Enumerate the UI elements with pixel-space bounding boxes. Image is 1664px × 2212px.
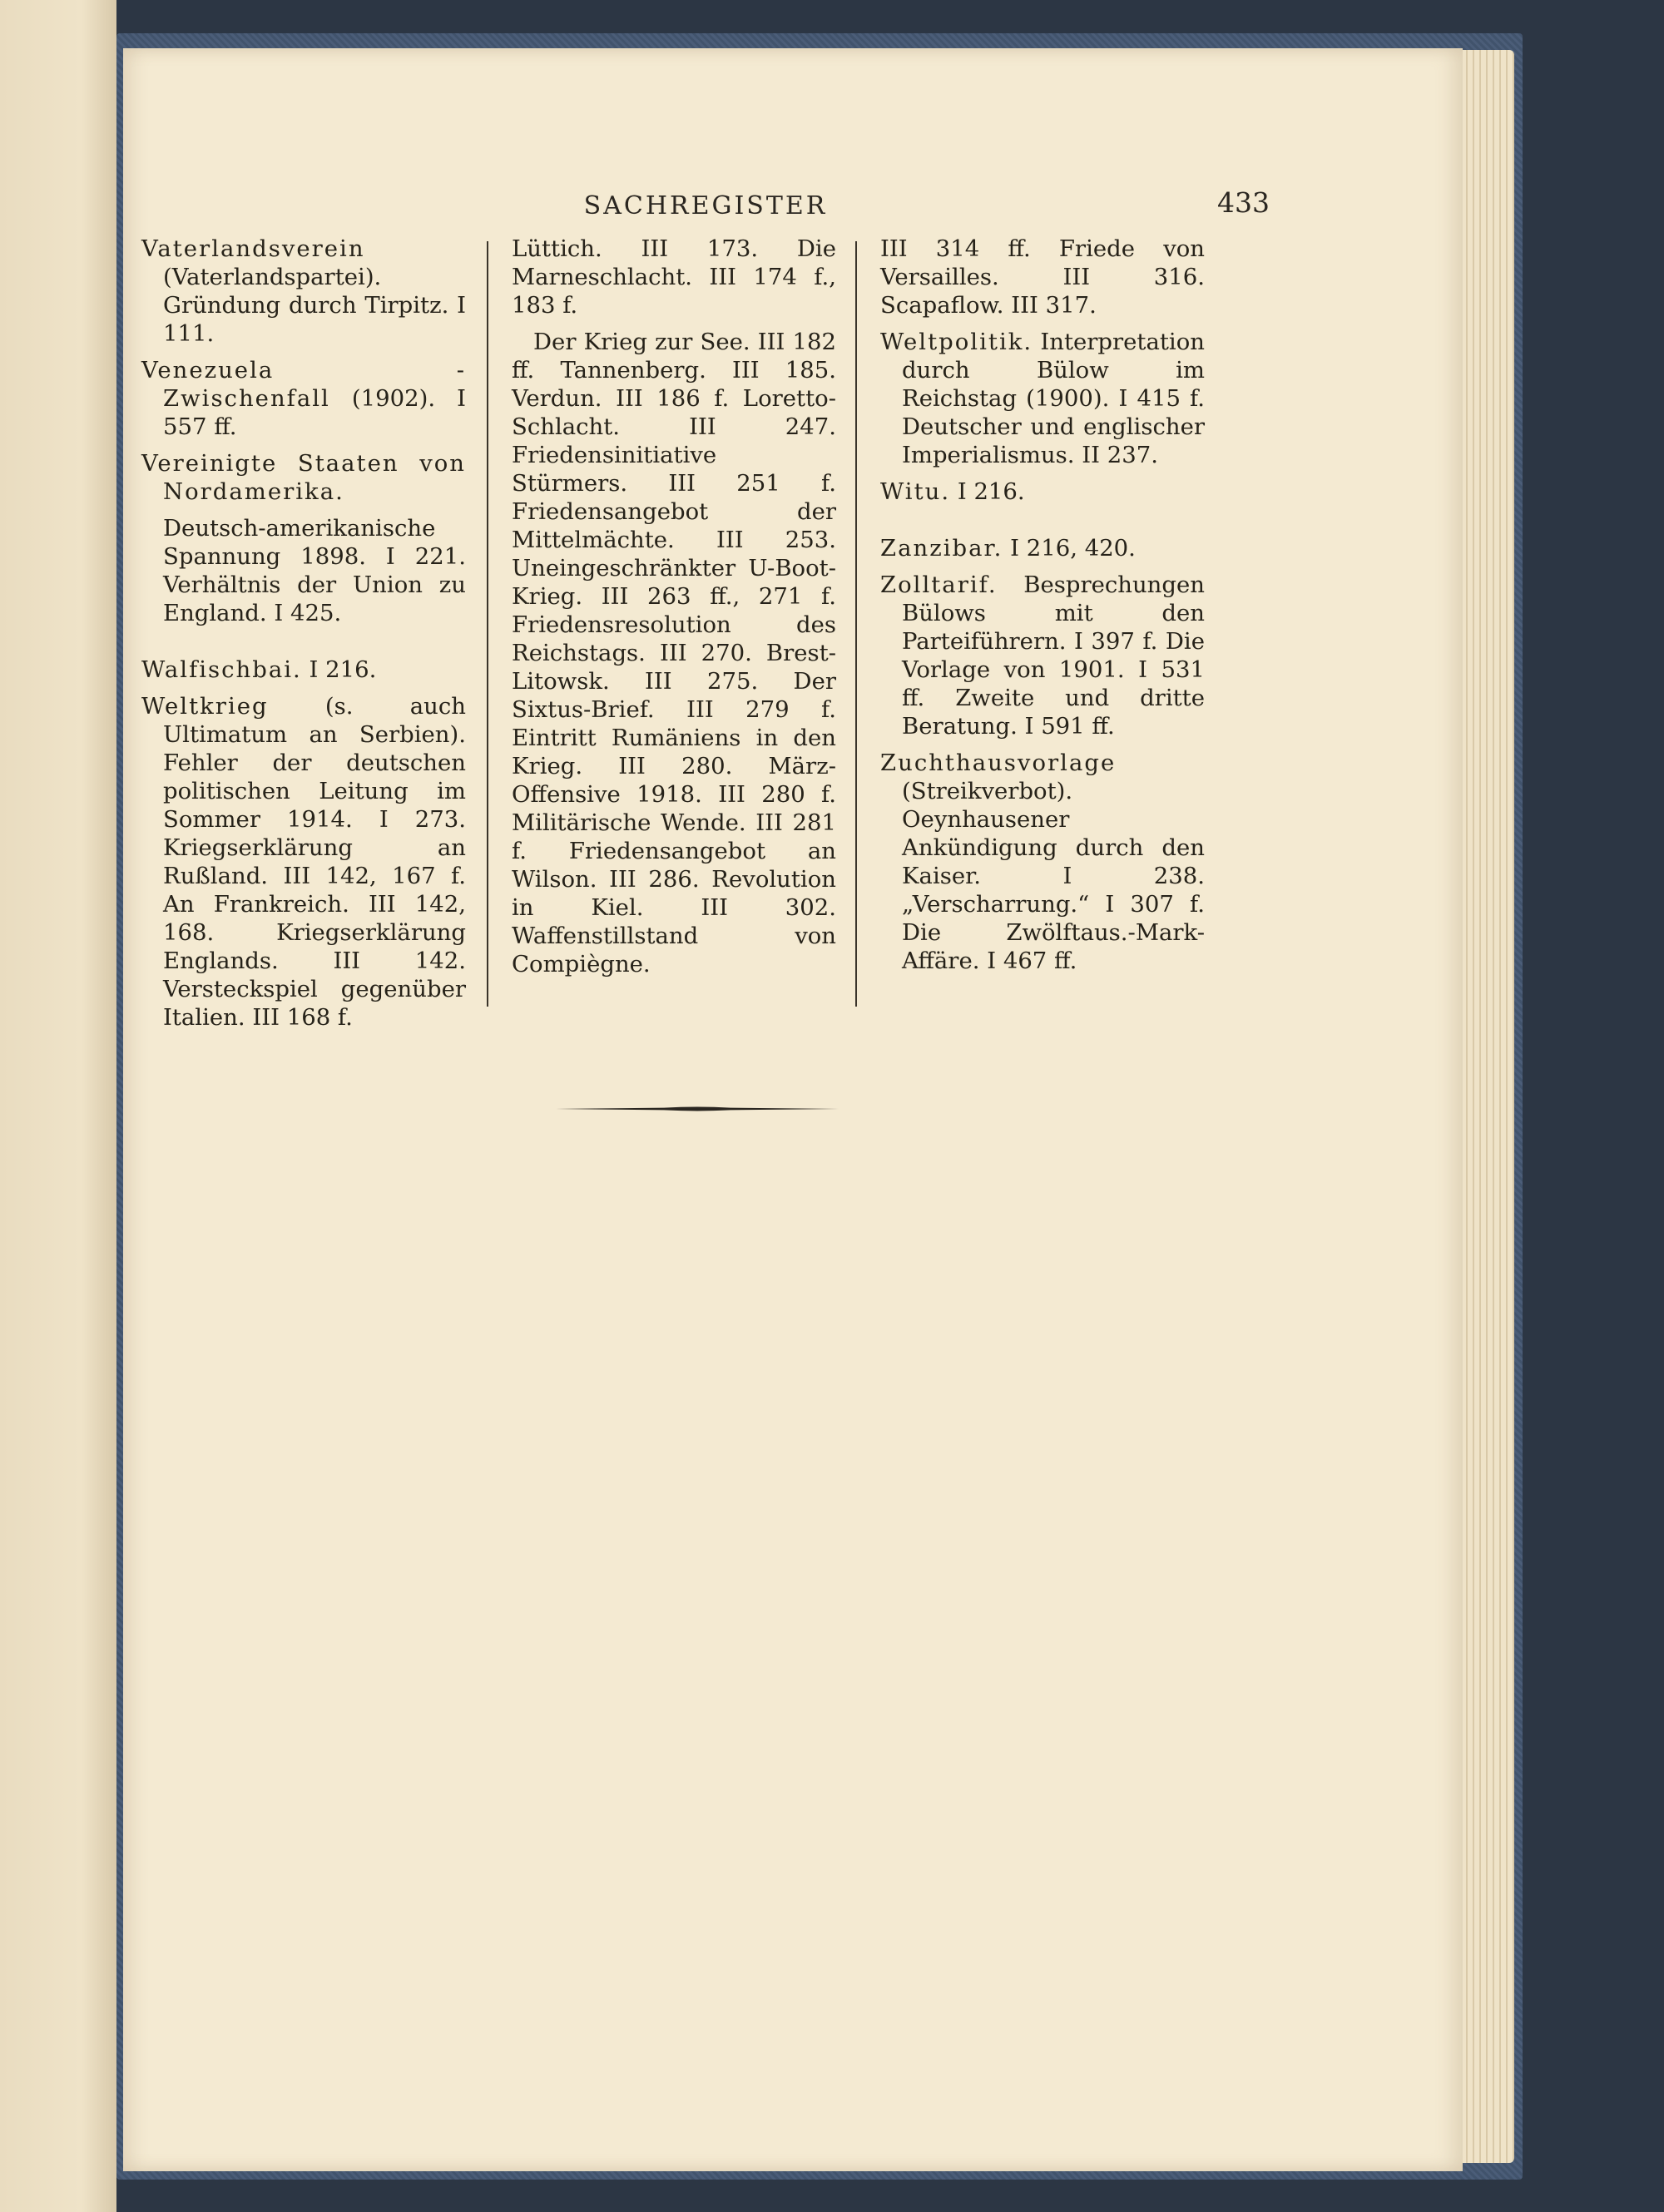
column-divider [855,241,857,1007]
left-page-edge [0,0,116,2212]
index-continuation: III 314 ff. Friede von Versailles. III 316. Scapaflow. III 317. [880,235,1205,319]
index-entry: Weltpolitik. Interpretation durch Bülow im Reichstag (1900). I 415 f. Deutscher und englischer Imperialismus. II 237. [880,329,1205,468]
index-continuation: Der Krieg zur See. III 182 ff. Tannenberg. III 185. Verdun. III 186 f. Loretto-Schlacht. III 247. Friedensinitiative Stürmers. III 251 f. Friedensangebot der Mittelmächte. III 253. Uneingeschränkter U-Boot-Krieg. III 263 ff., 271 f. Friedensresolution des Reichstags. III 270. Brest-Litowsk. III 275. Der Sixtus-Brief. III 279 f. Eintritt Rumäniens in den Krieg. III 280. März-Offensive 1918. III 280 f. Militärische Wende. III 281 f. Friedensangebot an Wilson. III 286. Revolution in Kiel. III 302. Waffenstillstand von Compiègne. [512,329,836,977]
index-entry: Zolltarif. Besprechungen Bülows mit den Parteiführern. I 397 f. Die Vorlage von 1901. I 531 ff. Zweite und dritte Beratung. I 591 ff. [880,572,1205,740]
index-subentry: Deutsch-amerikanische Spannung 1898. I 221. Verhältnis der Union zu England. I 425. [163,515,466,626]
index-entry: Witu. I 216. [880,478,1025,505]
column-divider [487,241,488,1007]
closing-ornament [556,1105,839,1113]
index-column-1 [141,235,466,1040]
running-title: SACHREGISTER [583,191,828,220]
index-column-2 [512,235,836,987]
index-continuation: Lüttich. III 173. Die Marneschlacht. III 174 f., 183 f. [512,235,836,319]
index-entry: Walfischbai. I 216. [141,656,377,683]
index-entry: Vaterlandsverein (Vaterlandspartei). Gründung durch Tirpitz. I 111. [141,235,466,347]
page-header [141,185,1270,226]
index-entry: Zuchthausvorlage (Streikverbot). Oeynhausener Ankündigung durch den Kaiser. I 238. „Verscharrung.“ I 307 f. Die Zwölftaus.-Mark-Affäre. I 467 ff. [880,750,1205,974]
index-entry: Zanzibar. I 216, 420. [880,535,1136,562]
page-number: 433 [1217,186,1270,219]
index-entry: Vereinigte Staaten von Nordamerika. [141,450,466,505]
index-column-3 [880,235,1205,983]
index-entry: Venezuela - Zwischenfall (1902). I 557 ff. [141,357,466,440]
index-entry: Weltkrieg (s. auch Ultimatum an Serbien). Fehler der deutschen politischen Leitung im Sommer 1914. I 273. Kriegserklärung an Rußland. III 142, 167 f. An Frankreich. III 142, 168. Kriegserklärung Englands. III 142. Versteckspiel gegenüber Italien. III 168 f. [141,693,466,1031]
